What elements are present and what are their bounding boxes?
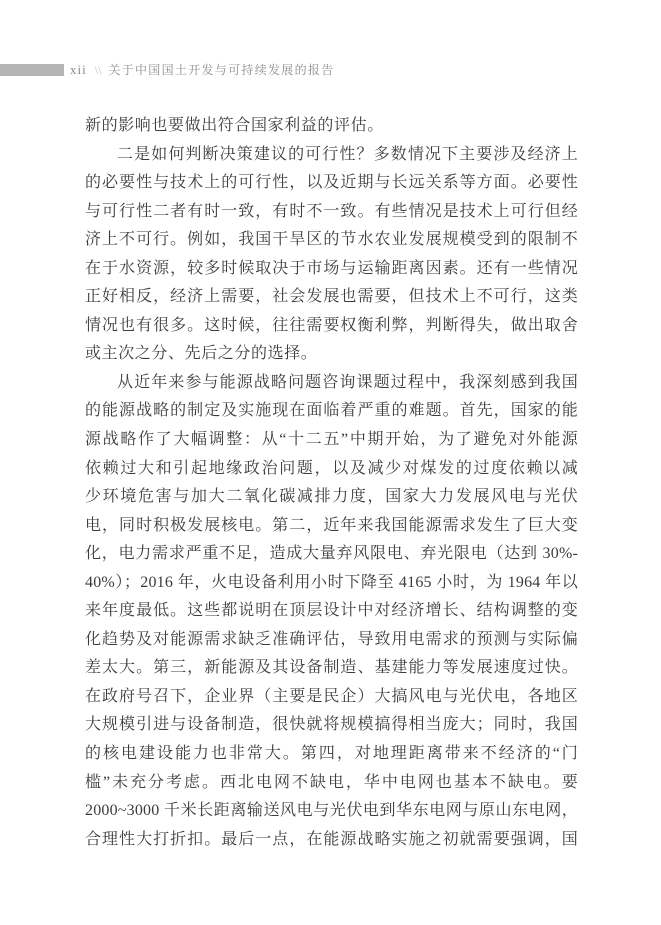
text-line: 新的影响也要做出符合国家利益的评估。 xyxy=(85,117,384,134)
running-header-title: 关于中国国土开发与可持续发展的报告 xyxy=(108,63,335,77)
text-line: 依赖过大和引起地缘政治问题，以及减少对煤发的过度依赖以减 xyxy=(85,459,578,477)
text-line: 40%）；2016 年，火电设备利用小时下降至 4165 小时，为 1964 年以 xyxy=(85,573,578,591)
text-line: 源战略作了大幅调整：从“十二五”中期开始，为了避免对外能源 xyxy=(85,431,578,449)
text-line: 少环境危害与加大二氧化碳减排力度，国家大力发展风电与光伏 xyxy=(85,488,578,506)
text-line: 正好相反，经济上需要，社会发展也需要，但技术上不可行，这类 xyxy=(85,288,578,306)
header-decoration-bar xyxy=(0,64,64,76)
text-line: 二是如何判断决策建议的可行性？多数情况下主要涉及经济上 xyxy=(117,145,578,163)
text-line: 2000~3000 千米长距离输送风电与光伏电到华东电网与原山东电网， xyxy=(85,802,578,820)
body-text xyxy=(85,112,578,854)
text-line: 电，同时积极发展核电。第二，近年来我国能源需求发生了巨大变 xyxy=(85,516,578,534)
text-line: 化，电力需求严重不足，造成大量弃风限电、弃光限电（达到 30%- xyxy=(85,545,578,563)
text-line: 济上不可行。例如，我国干旱区的节水农业发展规模受到的限制不 xyxy=(85,231,578,249)
text-line: 大规模引进与设备制造，很快就将规模搞得相当庞大；同时，我国 xyxy=(85,716,578,734)
text-line: 与可行性二者有时一致，有时不一致。有些情况是技术上可行但经 xyxy=(85,202,578,220)
text-line: 在于水资源，较多时候取决于市场与运输距离因素。还有一些情况 xyxy=(85,259,578,277)
page-number: xii xyxy=(70,62,87,77)
text-line: 的能源战略的制定及实施现在面临着严重的难题。首先，国家的能 xyxy=(85,402,578,420)
header-separator: \\ xyxy=(94,63,102,77)
text-line: 在政府号召下，企业界（主要是民企）大搞风电与光伏电，各地区 xyxy=(85,687,578,705)
text-line: 槛”未充分考虑。西北电网不缺电，华中电网也基本不缺电。要 xyxy=(85,773,578,791)
text-line: 或主次之分、先后之分的选择。 xyxy=(85,345,318,363)
text-line: 化趋势及对能源需求缺乏准确评估，导致用电需求的预测与实际偏 xyxy=(85,630,578,648)
running-header xyxy=(0,60,661,80)
text-line: 来年度最低。这些都说明在顶层设计中对经济增长、结构调整的变 xyxy=(85,602,578,620)
text-line: 的核电建设能力也非常大。第四，对地理距离带来不经济的“门 xyxy=(85,745,578,763)
text-line: 差太大。第三，新能源及其设备制造、基建能力等发展速度过快。 xyxy=(85,659,578,677)
text-line: 情况也有很多。这时候，往往需要权衡利弊，判断得失，做出取舍 xyxy=(85,316,578,334)
text-line: 的必要性与技术上的可行性，以及近期与长远关系等方面。必要性 xyxy=(85,174,578,192)
text-line: 合理性大打折扣。最后一点，在能源战略实施之初就需要强调，国 xyxy=(85,830,578,848)
text-line: 从近年来参与能源战略问题咨询课题过程中，我深刻感到我国 xyxy=(117,373,578,391)
